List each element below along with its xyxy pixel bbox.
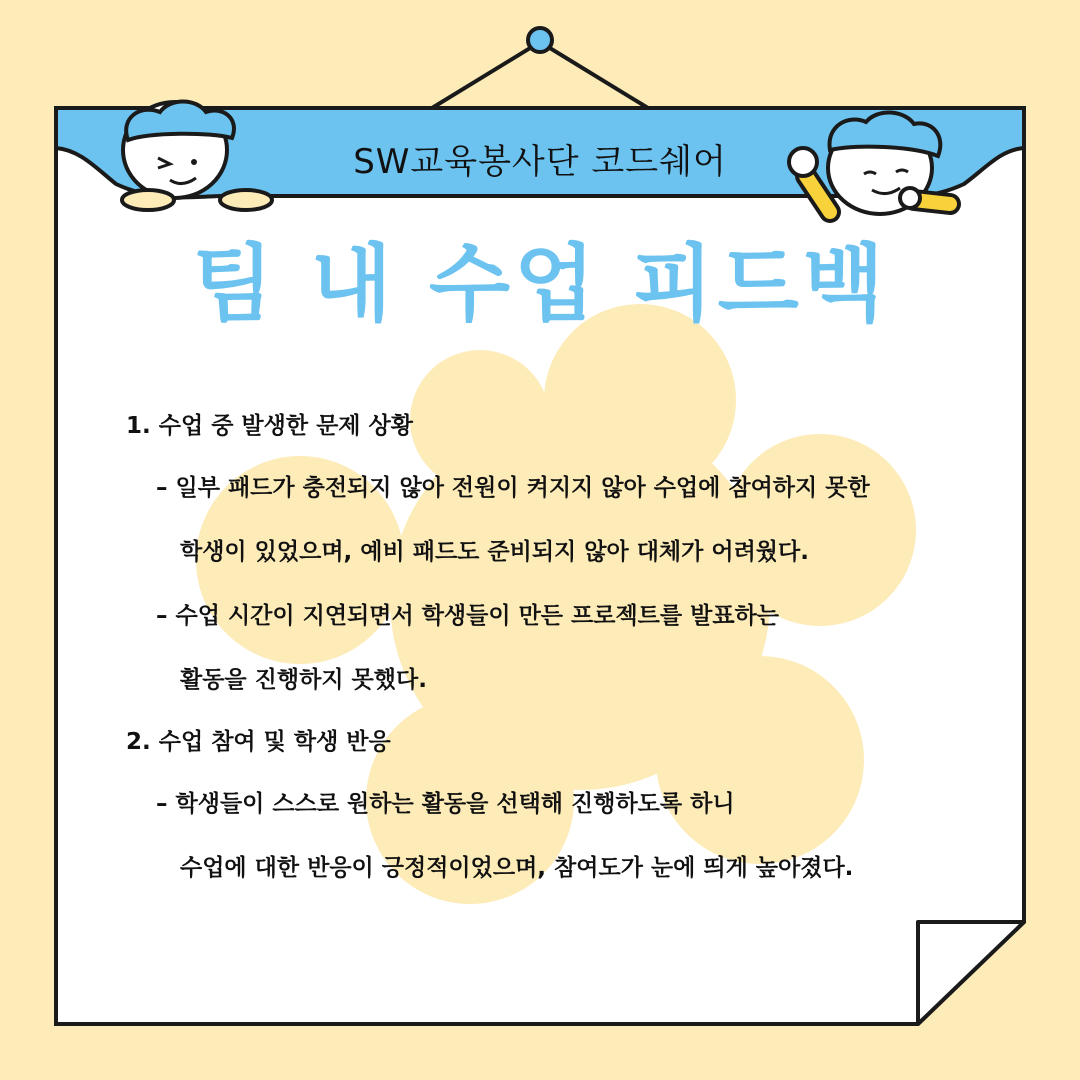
bullet-item — [126, 772, 986, 900]
bullet-item — [126, 456, 986, 584]
bullet-line: – 학생들이 스스로 원하는 활동을 선택해 진행하도록 하니 — [156, 791, 735, 817]
section-participation — [126, 712, 986, 900]
bullet-line: 수업에 대한 반응이 긍정적이었으며, 참여도가 눈에 띄게 높아졌다. — [180, 855, 854, 881]
section-problems — [126, 396, 986, 712]
section-heading: 2. 수업 참여 및 학생 반응 — [126, 729, 391, 755]
paper-fold-corner — [918, 922, 1024, 1024]
bullet-line: 활동을 진행하지 못했다. — [180, 667, 427, 693]
header-title: SW교육봉사단 코드쉐어 — [353, 141, 727, 182]
bullet-line: 학생이 있었으며, 예비 패드도 준비되지 않아 대체가 어려웠다. — [180, 539, 809, 565]
pin-icon — [528, 28, 552, 52]
page-title: 팀 내 수업 피드백 — [192, 234, 888, 333]
section-heading: 1. 수업 중 발생한 문제 상황 — [126, 413, 413, 439]
bullet-line: – 일부 패드가 충전되지 않아 전원이 켜지지 않아 수업에 참여하지 못한 — [156, 475, 870, 501]
bullet-line: – 수업 시간이 지연되면서 학생들이 만든 프로젝트를 발표하는 — [156, 603, 780, 629]
feedback-content — [126, 396, 986, 900]
bullet-item — [126, 584, 986, 712]
